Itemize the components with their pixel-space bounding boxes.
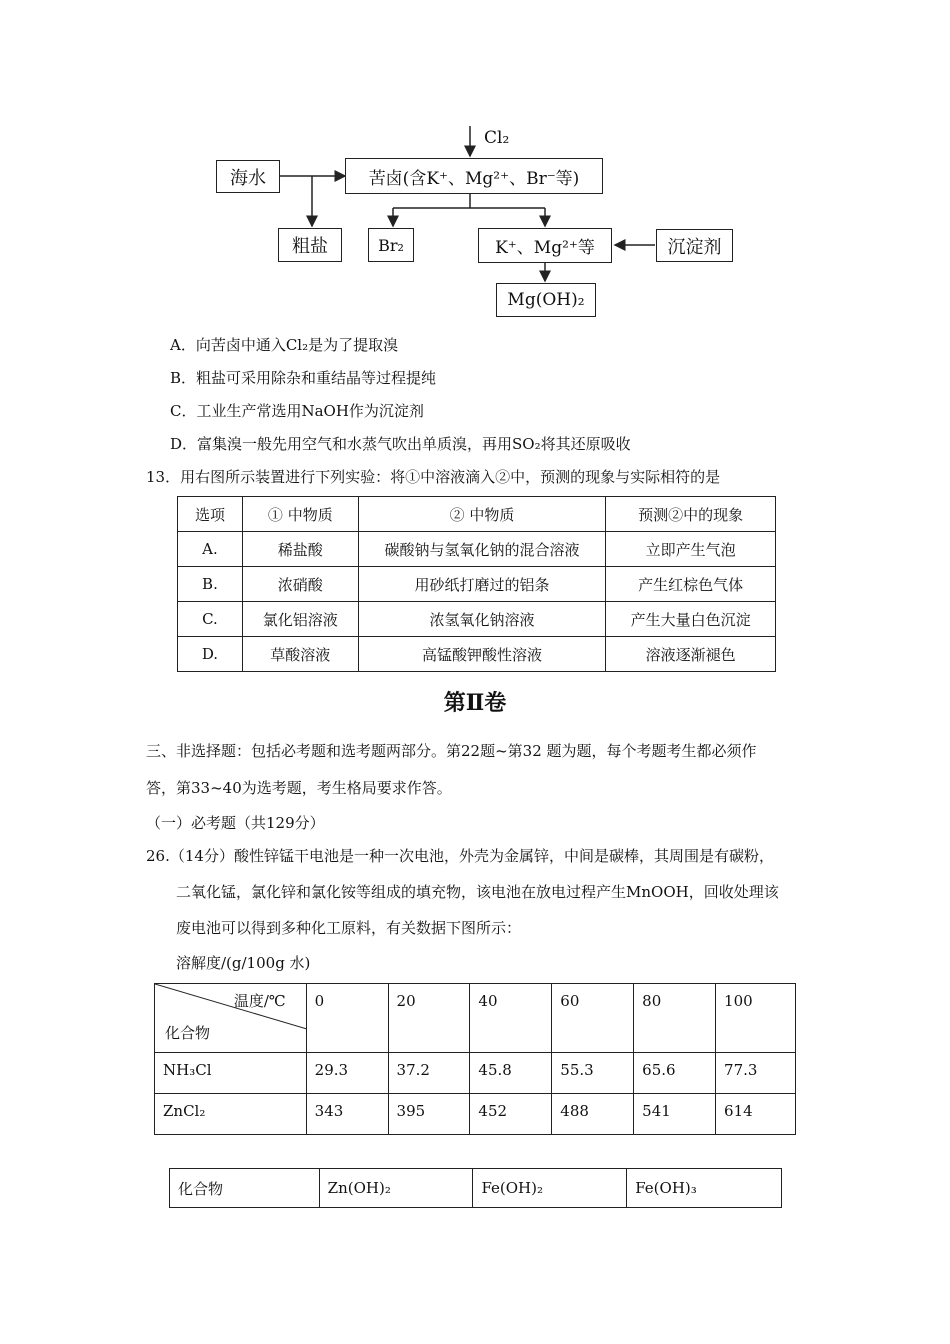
compound-cell: ZnCl₂ [155,1094,307,1135]
table-row [178,637,776,672]
table-cell: Fe(OH)₃ [627,1169,782,1208]
header-cell: 选项 [178,497,243,532]
table-cell: 浓氢氧化钠溶液 [358,602,606,637]
compound-cell: NH₃Cl [155,1053,307,1094]
table-cell: 产生大量白色沉淀 [606,602,776,637]
corner-cell [155,984,307,1053]
q12-option-b: B．粗盐可采用除杂和重结晶等过程提纯 [170,369,437,387]
temp-header: 0 [306,984,388,1053]
table-cell: 溶液逐渐褪色 [606,637,776,672]
table-row [178,532,776,567]
table-cell: 产生红棕色气体 [606,567,776,602]
table-cell: Fe(OH)₂ [473,1169,627,1208]
q13-table [177,496,776,672]
table-cell: 452 [470,1094,552,1135]
table-cell: 化合物 [170,1169,320,1208]
header-cell: ① 中物质 [242,497,358,532]
table-cell: A. [178,532,243,567]
table-row [155,1053,796,1094]
header-cell: ② 中物质 [358,497,606,532]
table-cell: 碳酸钠与氢氧化钠的混合溶液 [358,532,606,567]
table-cell: 立即产生气泡 [606,532,776,567]
table-row [178,602,776,637]
q26-line-3: 废电池可以得到多种化工原料，有关数据下图所示： [176,919,522,937]
mgoh2-box: Mg(OH)₂ [496,283,596,317]
table-cell: 488 [552,1094,634,1135]
cl2-label: Cl₂ [484,128,510,148]
table-cell: 草酸溶液 [242,637,358,672]
table-cell: 稀盐酸 [242,532,358,567]
temp-header: 40 [470,984,552,1053]
section-title: 第Ⅱ卷 [443,690,507,716]
br2-box: Br₂ [368,228,414,262]
table-row [170,1169,782,1208]
intro-line-2: 答，第33~40为选考题，考生格局要求作答。 [146,779,452,797]
hydroxide-table [169,1168,782,1208]
solubility-table [154,983,796,1135]
q26-line-1: 26.（14分）酸性锌锰干电池是一种一次电池，外壳为金属锌，中间是碳棒，其周围是有碳粉， [146,847,774,865]
table-cell: 614 [716,1094,796,1135]
q12-option-a: A．向苦卤中通入Cl₂是为了提取溴 [170,336,399,354]
solubility-label: 溶解度/(g/100g 水) [176,954,311,972]
table-cell: 541 [634,1094,716,1135]
table-cell: D. [178,637,243,672]
table-cell: 氯化铝溶液 [242,602,358,637]
part-heading: （一）必考题（共129分） [146,814,325,832]
temp-header: 100 [716,984,796,1053]
table-cell: 高锰酸钾酸性溶液 [358,637,606,672]
table-cell: 55.3 [552,1053,634,1094]
table-cell: 37.2 [388,1053,470,1094]
table-cell: 45.8 [470,1053,552,1094]
table-cell: 浓硝酸 [242,567,358,602]
table-cell: B. [178,567,243,602]
temp-header: 60 [552,984,634,1053]
table-header-row [155,984,796,1053]
coarse-salt-box: 粗盐 [278,228,342,262]
precipitant-box: 沉淀剂 [656,229,733,262]
temp-header: 20 [388,984,470,1053]
table-cell: C. [178,602,243,637]
table-cell: 29.3 [306,1053,388,1094]
seawater-box: 海水 [216,160,280,193]
corner-bottom-label: 化合物 [165,1024,211,1042]
table-cell: 用砂纸打磨过的铝条 [358,567,606,602]
corner-top-label: 温度/℃ [233,992,286,1010]
k-mg-box: K⁺、Mg²⁺等 [478,228,612,263]
table-cell: 77.3 [716,1053,796,1094]
table-header-row [178,497,776,532]
intro-line-1: 三、非选择题：包括必考题和选考题两部分。第22题~第32 题为题，每个考题考生都必须作 [146,742,757,760]
table-row [155,1094,796,1135]
brine-box: 苦卤(含K⁺、Mg²⁺、Br⁻等) [345,158,603,194]
table-cell: Zn(OH)₂ [319,1169,473,1208]
table-row [178,567,776,602]
table-cell: 343 [306,1094,388,1135]
q12-option-d: D．富集溴一般先用空气和水蒸气吹出单质溴，再用SO₂将其还原吸收 [170,435,631,453]
header-cell: 预测②中的现象 [606,497,776,532]
q12-option-c: C．工业生产常选用NaOH作为沉淀剂 [170,402,424,420]
q13-stem: 13．用右图所示装置进行下列实验：将①中溶液滴入②中，预测的现象与实际相符的是 [146,468,721,486]
q26-line-2: 二氧化锰，氯化锌和氯化铵等组成的填充物，该电池在放电过程产生MnOOH，回收处理该 [176,883,779,901]
table-cell: 395 [388,1094,470,1135]
temp-header: 80 [634,984,716,1053]
table-cell: 65.6 [634,1053,716,1094]
